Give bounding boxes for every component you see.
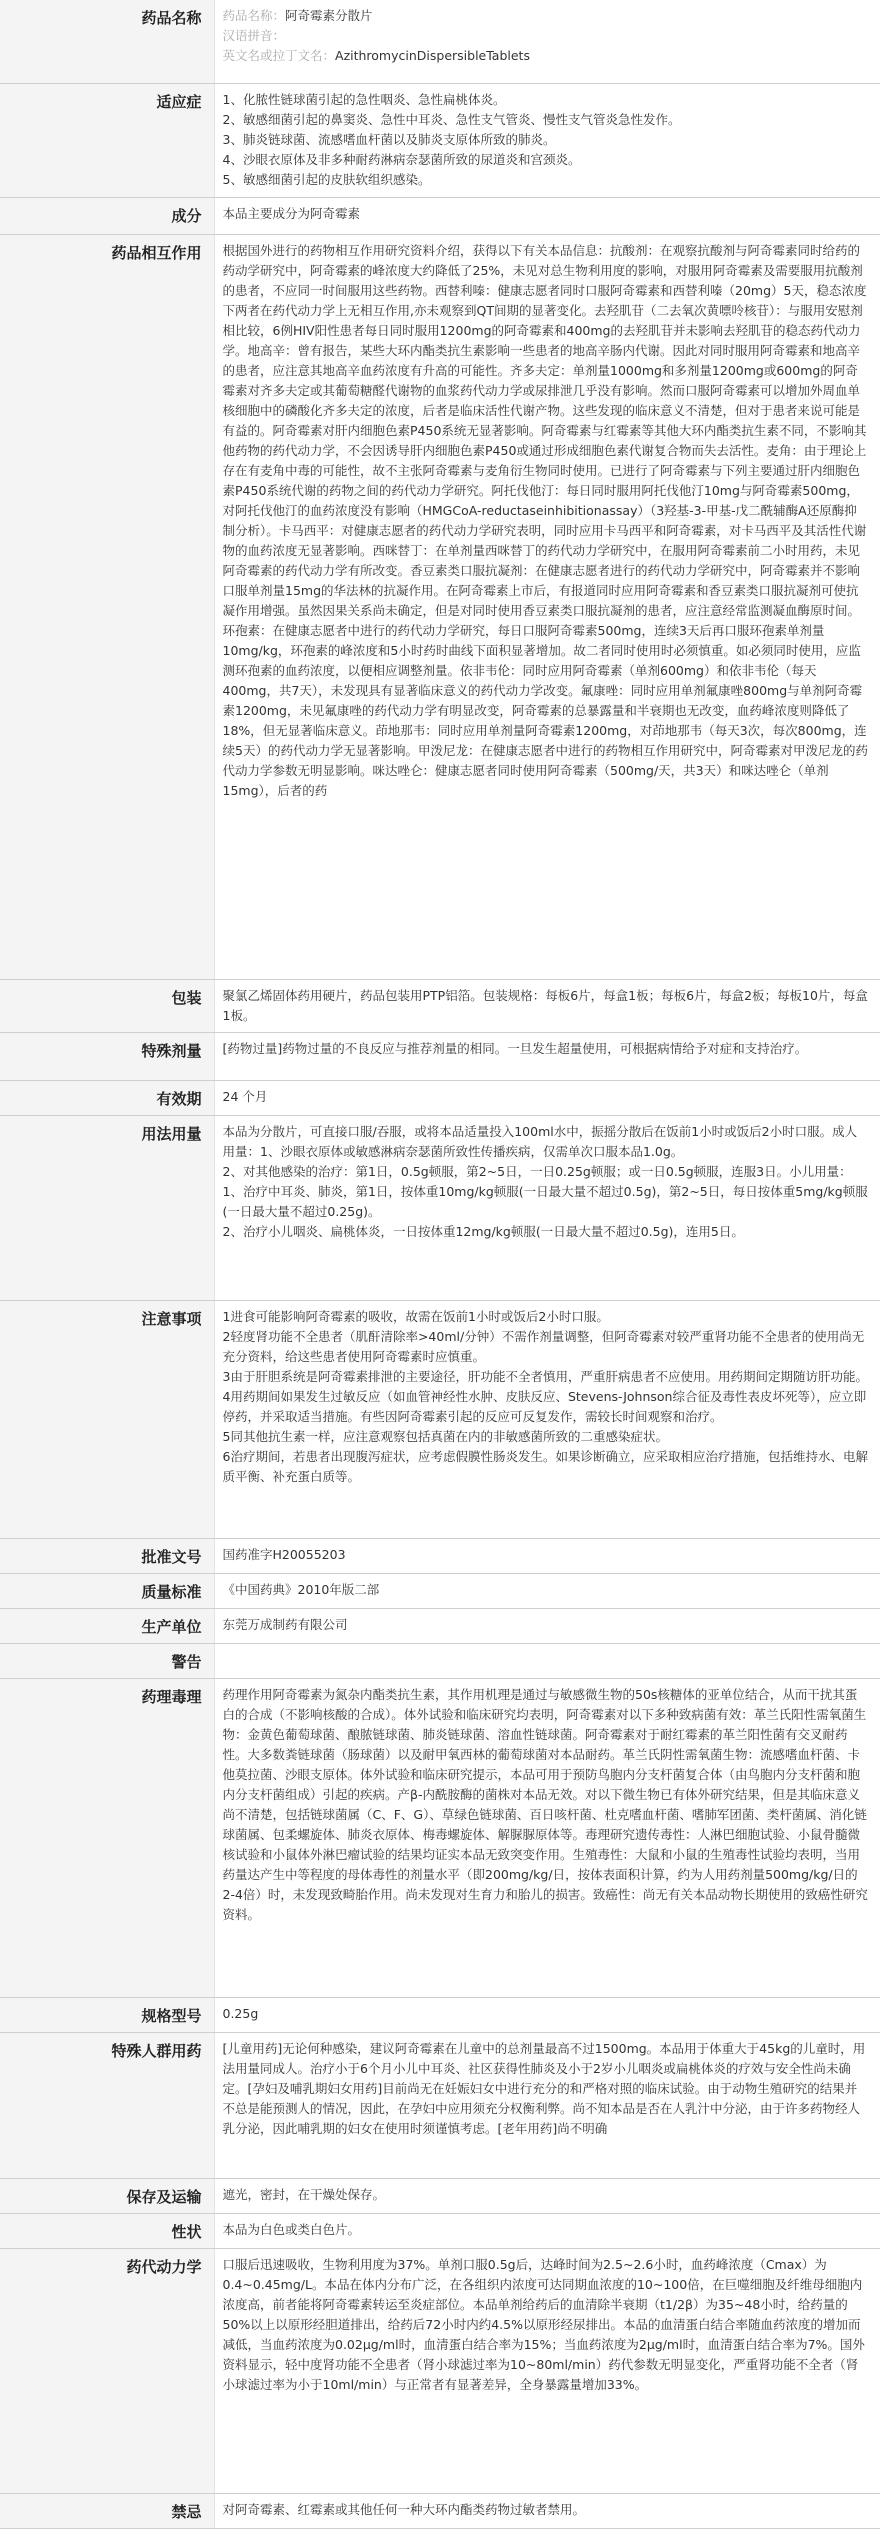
specification-cell bbox=[214, 1997, 880, 2032]
row-label: 保存及运输 bbox=[0, 2178, 214, 2213]
row-packaging bbox=[0, 979, 880, 1032]
row-warning bbox=[0, 1643, 880, 1678]
drug-name-cell bbox=[214, 0, 880, 83]
approval-number-text: 国药准字H20055203 bbox=[222, 1546, 346, 1562]
approval-number-cell bbox=[214, 1538, 880, 1573]
row-contraindications bbox=[0, 2493, 880, 2528]
generic-name-line: 药品名称：阿奇霉素分散片 bbox=[222, 8, 373, 23]
row-approval-number bbox=[0, 1538, 880, 1573]
row-label: 生产单位 bbox=[0, 1608, 214, 1643]
row-label: 成分 bbox=[0, 197, 214, 234]
pinyin-line: 汉语拼音： bbox=[222, 28, 286, 43]
row-label: 药代动力学 bbox=[0, 2248, 214, 2493]
row-label: 药理毒理 bbox=[0, 1678, 214, 1997]
precautions-cell bbox=[214, 1300, 880, 1538]
pharmacokinetics-text: 口服后迅速吸收，生物利用度为37%。单剂口服0.5g后，达峰时间为2.5~2.6小时，血药峰浓度（Cmax）为0.4~0.45mg/L。本品在体内分布广泛，在各组织内浓度可达同期血浓度的10~100倍，在巨噬细胞及纤维母细胞内浓度高，前者能将阿奇霉素转运至炎症部位。本品单剂给药后的血清除半衰期（t1/2β）为35~48小时，给药量的50%以上以原形经胆道排出，给药后72小时内约4.5%以原形经尿排出。本品的血清蛋白结合率随血药浓度的增加而减低，当血药浓度为0.02μg/ml时，血清蛋白结合率为15%；当血药浓度为2μg/ml时，血清蛋白结合率为7%。国外资料显示，轻中度肾功能不全患者（肾小球滤过率为10~80ml/min）药代参数无明显变化，严重肾功能不全者（肾小球滤过率为小于10ml/min）与正常者有显著差异，全身暴露量增加33%。 bbox=[222, 2256, 865, 2392]
shelf-life-cell bbox=[214, 1080, 880, 1115]
pharmacology-toxicology-cell bbox=[214, 1678, 880, 1997]
indication-item: 5、敏感细菌引起的皮肤软组织感染。 bbox=[222, 171, 431, 187]
contraindications-text: 对阿奇霉素、红霉素或其他任何一种大环内酯类药物过敏者禁用。 bbox=[222, 2501, 586, 2517]
row-label: 适应症 bbox=[0, 83, 214, 197]
row-ingredients bbox=[0, 197, 880, 234]
appearance-text: 本品为白色或类白色片。 bbox=[222, 2221, 361, 2237]
special-populations-cell bbox=[214, 2032, 880, 2178]
row-label: 特殊剂量 bbox=[0, 1032, 214, 1080]
indication-item: 4、沙眼衣原体及非多种耐药淋病奈瑟菌所致的尿道炎和宫颈炎。 bbox=[222, 151, 581, 167]
contraindications-cell bbox=[214, 2493, 880, 2528]
quality-standard-cell bbox=[214, 1573, 880, 1608]
row-special-populations bbox=[0, 2032, 880, 2178]
row-label: 药品名称 bbox=[0, 0, 214, 83]
overdose-text: [药物过量]药物过量的不良反应与推荐剂量的相同。一旦发生超量使用，可根据病情给予对症和支持治疗。 bbox=[222, 1040, 808, 1056]
row-label: 批准文号 bbox=[0, 1538, 214, 1573]
row-precautions bbox=[0, 1300, 880, 1538]
storage-cell bbox=[214, 2178, 880, 2213]
drug-interactions-text: 根据国外进行的药物相互作用研究资料介绍，获得以下有关本品信息：抗酸剂：在观察抗酸剂与阿奇霉素同时给药的药动学研究中，阿奇霉素的峰浓度大约降低了25%，未见对总生物利用度的影响，对服用阿奇霉素及需要服用抗酸剂的患者，不应同一时间服用这些药物。西替利嗪：健康志愿者同时口服阿奇霉素和西替利嗪（20mg）5天，稳态浓度下两者在药代动力学上无相互作用,亦未观察到QT间期的显著变化。去羟肌苷（二去氧次黄嘌呤核苷）：与服用安慰剂相比较，6例HIV阳性患者每日同时服用1200mg的阿奇霉素和400mg的去羟肌苷并未影响去羟肌苷的稳态药代动力学。地高辛：曾有报告，某些大环内酯类抗生素影响一些患者的地高辛肠内代谢。因此对同时服用阿奇霉素和地高辛的患者，应注意其地高辛血药浓度有升高的可能性。齐多夫定：单剂量1000mg和多剂量1200mg或600mg的阿奇霉素对齐多夫定或其葡萄糖醛代谢物的血浆药代动力学或尿排泄几乎没有影响。然而口服阿奇霉素可以增加外周血单核细胞中的磷酸化齐多夫定的浓度，后者是临床活性代谢产物。这些发现的临床意义不清楚，但对于患者来说可能是有益的。阿奇霉素对肝内细胞色素P450系统无显著影响。阿奇霉素与红霉素等其他大环内酯类抗生素不同，不影响其他药物的药代动力学，不会因诱导肝内细胞色素P450或通过形成细胞色素代谢复合物而失去活性。麦角：由于理论上存在有麦角中毒的可能性，故不主张阿奇霉素与麦角衍生物同时使用。已进行了阿奇霉素与下列主要通过肝内细胞色素P450系统代谢的药物之间的药代动力学研究。阿托伐他汀：每日同时服用阿托伐他汀10mg与阿奇霉素500mg，对阿托伐他汀的血药浓度没有影响（HMGCoA-reductaseinhibitionassay）（3羟基-3-甲基-戊二酰辅酶A还原酶抑制分析）。卡马西平：对健康志愿者的药代动力学研究表明，同时应用卡马西平和阿奇霉素，对卡马西平及其活性代谢物的血药浓度无显著影响。西咪替丁：在单剂量西咪替丁的药代动力学研究中，在服用阿奇霉素前二小时用药，未见阿奇霉素的药代动力学有所改变。香豆素类口服抗凝剂：在健康志愿者进行的药代动力学研究中，阿奇霉素并不影响口服单剂量15mg的华法林的抗凝作用。在阿奇霉素上市后，有报道同时应用阿奇霉素和香豆素类口服抗凝剂可使抗凝作用增强。虽然因果关系尚未确定，但是对同时使用香豆素类口服抗凝剂的患者，应注意经常监测凝血酶原时间。环孢素：在健康志愿者中进行的药代动力学研究，每日口服阿奇霉素500mg，连续3天后再口服环孢素单剂量10mg/kg，环孢素的峰浓度和5小时药时曲线下面积显著增加。故二者同时使用时必须慎重。如必须同时使用，应监测环孢素的血药浓度，以便相应调整剂量。依非韦伦：同时应用阿奇霉素（单剂600mg）和依非韦伦（每天400mg，共7天），未发现具有显著临床意义的药代动力学改变。氟康唑：同时应用单剂氟康唑800mg与单剂阿奇霉素1200mg，未见氟康唑的药代动力学有明显改变，阿奇霉素的总暴露量和半衰期也无改变，血药峰浓度则降低了18%，但无显著临床意义。茚地那韦：同时应用单剂量阿奇霉素1200mg，对茚地那韦（每天3次，每次800mg，连续5天）的药代动力学无显著影响。甲泼尼龙：在健康志愿者中进行的药物相互作用研究中，阿奇霉素对甲泼尼龙的药代动力学参数无明显影响。咪达唑仑：健康志愿者同时使用阿奇霉素（500mg/天，共3天）和咪达唑仑（单剂15mg），后者的药 bbox=[222, 242, 868, 798]
row-label: 有效期 bbox=[0, 1080, 214, 1115]
row-label: 包装 bbox=[0, 979, 214, 1032]
appearance-cell bbox=[214, 2213, 880, 2248]
dosage-cell bbox=[214, 1115, 880, 1300]
special-populations-text: [儿童用药]无论何种感染，建议阿奇霉素在儿童中的总剂量最高不过1500mg。本品用于体重大于45kg的儿童时，用法用量同成人。治疗小于6个月小儿中耳炎、社区获得性肺炎及小于2岁小儿咽炎或扁桃体炎的疗效与安全性尚未确定。[孕妇及哺乳期妇女用药]目前尚无在妊娠妇女中进行充分的和严格对照的临床试验。由于动物生殖研究的结果并不总是能预测人的情况，因此，在孕妇中应用须充分权衡利弊。尚不知本品是否在人乳汁中分泌，由于许多药物经人乳分泌，因此哺乳期的妇女在使用时须谨慎考虑。[老年用药]尚不明确 bbox=[222, 2040, 866, 2136]
manufacturer-text: 东莞万成制药有限公司 bbox=[222, 1616, 348, 1632]
row-overdose bbox=[0, 1032, 880, 1080]
indication-item: 2、敏感细菌引起的鼻窦炎、急性中耳炎、急性支气管炎、慢性支气管炎急性发作。 bbox=[222, 111, 681, 127]
row-label: 性状 bbox=[0, 2213, 214, 2248]
storage-text: 遮光，密封，在干燥处保存。 bbox=[222, 2186, 386, 2202]
warning-cell bbox=[214, 1643, 880, 1678]
pharmacokinetics-cell bbox=[214, 2248, 880, 2493]
packaging-cell bbox=[214, 979, 880, 1032]
row-storage bbox=[0, 2178, 880, 2213]
row-indications bbox=[0, 83, 880, 197]
row-label: 特殊人群用药 bbox=[0, 2032, 214, 2178]
row-specification bbox=[0, 1997, 880, 2032]
row-label: 药品相互作用 bbox=[0, 234, 214, 979]
row-shelf-life bbox=[0, 1080, 880, 1115]
shelf-life-text: 24 个月 bbox=[222, 1088, 268, 1104]
row-quality-standard bbox=[0, 1573, 880, 1608]
specification-text: 0.25g bbox=[222, 2005, 259, 2021]
row-appearance bbox=[0, 2213, 880, 2248]
pharmacology-toxicology-text: 药理作用阿奇霉素为氮杂内酯类抗生素，其作用机理是通过与敏感微生物的50s核糖体的亚单位结合，从而干扰其蛋白的合成（不影响核酸的合成）。体外试验和临床研究均表明，阿奇霉素对以下多种致病菌有效：革兰氏阳性需氧菌生物：金黄色葡萄球菌、酿脓链球菌、肺炎链球菌、溶血性链球菌。阿奇霉素对于耐红霉素的革兰阳性菌有交叉耐药性。大多数粪链球菌（肠球菌）以及耐甲氧西林的葡萄球菌对本品耐药。革兰氏阴性需氧菌生物：流感嗜血杆菌、卡他莫拉菌、沙眼支原体。体外试验和临床研究提示，本品可用于预防鸟胞内分支杆菌复合体（由鸟胞内分支杆菌和胞内分支杆菌组成）引起的疾病。产β-内酰胺酶的菌株对本品无效。对以下微生物已有体外研究结果，但是其临床意义尚不清楚，包括链球菌属（C、F、G）、草绿色链球菌、百日咳杆菌、杜克嗜血杆菌、嗜肺军团菌、类杆菌属、消化链球菌属、包柔螺旋体、肺炎衣原体、梅毒螺旋体、解脲脲原体等。毒理研究遗传毒性：人淋巴细胞试验、小鼠骨髓微核试验和小鼠体外淋巴瘤试验的结果均证实本品无致突变作用。生殖毒性：大鼠和小鼠的生殖毒性试验均表明，当用药量达产生中等程度的母体毒性的剂量水平（即200mg/kg/日，按体表面积计算，约为人用药剂量500mg/kg/日的2-4倍）时，未发现致畸胎作用。尚未发现对生育力和胎儿的损害。致癌性：尚无有关本品动物长期使用的致癌性研究资料。 bbox=[222, 1686, 868, 1922]
indication-item: 1、化脓性链球菌引起的急性咽炎、急性扁桃体炎。 bbox=[222, 91, 506, 107]
indication-item: 3、肺炎链球菌、流感嗜血杆菌以及肺炎支原体所致的肺炎。 bbox=[222, 131, 556, 147]
ingredients-text: 本品主要成分为阿奇霉素 bbox=[222, 205, 361, 221]
ingredients-cell bbox=[214, 197, 880, 234]
quality-standard-text: 《中国药典》2010年版二部 bbox=[222, 1581, 380, 1597]
dosage-text: 本品为分散片，可直接口服/吞服，或将本品适量投入100ml水中，振摇分散后在饭前1小时或饭后2小时口服。成人用量：1、沙眼衣原体或敏感淋病奈瑟菌所致性传播疾病，仅需单次口服本品1.0g。 2、对其他感染的治疗：第1日，0.5g顿服，第2~5日，一日0.25g顿服；或一日0.5g顿服，连服3日。小儿用量：1、治疗中耳炎、肺炎，第1日，按体重10mg/kg顿服(一日最大量不超过0.5g)，第2~5日，每日按体重5mg/kg顿服(一日最大量不超过0.25g)。 2、治疗小儿咽炎、扁桃体炎，一日按体重12mg/kg顿服(一日最大量不超过0.5g)，连用5日。 bbox=[222, 1123, 868, 1239]
row-drug-name bbox=[0, 0, 880, 83]
row-pharmacology-toxicology bbox=[0, 1678, 880, 1997]
precautions-text: 1进食可能影响阿奇霉素的吸收，故需在饭前1小时或饭后2小时口服。 2轻度肾功能不全患者（肌酐清除率>40ml/分钟）不需作剂量调整，但阿奇霉素对较严重肾功能不全患者的使用尚无充分资料，给这些患者使用阿奇霉素时应慎重。 3由于肝胆系统是阿奇霉素排泄的主要途径，肝功能不全者慎用，严重肝病患者不应使用。用药期间定期随访肝功能。 4用药期间如果发生过敏反应（如血管神经性水肿、皮肤反应、Stevens-Johnson综合征及毒性表皮坏死等），应立即停药，并采取适当措施。有些因阿奇霉素引起的反应可反复发作，需较长时间观察和治疗。 5同其他抗生素一样，应注意观察包括真菌在内的非敏感菌所致的二重感染症状。 6治疗期间，若患者出现腹泻症状，应考虑假膜性肠炎发生。如果诊断确立，应采取相应治疗措施，包括维持水、电解质平衡、补充蛋白质等。 bbox=[222, 1308, 868, 1484]
row-pharmacokinetics bbox=[0, 2248, 880, 2493]
row-manufacturer bbox=[0, 1608, 880, 1643]
row-label: 质量标准 bbox=[0, 1573, 214, 1608]
english-name-line: 英文名或拉丁文名：AzithromycinDispersibleTablets bbox=[222, 48, 530, 63]
row-label: 禁忌 bbox=[0, 2493, 214, 2528]
overdose-cell bbox=[214, 1032, 880, 1080]
indications-cell bbox=[214, 83, 880, 197]
row-drug-interactions bbox=[0, 234, 880, 979]
row-label: 警告 bbox=[0, 1643, 214, 1678]
row-dosage bbox=[0, 1115, 880, 1300]
packaging-text: 聚氯乙烯固体药用硬片，药品包装用PTP铝箔。包装规格：每板6片，每盒1板；每板6片，每盒2板；每板10片，每盒1板。 bbox=[222, 987, 868, 1023]
drug-interactions-cell bbox=[214, 234, 880, 979]
row-label: 用法用量 bbox=[0, 1115, 214, 1300]
manufacturer-cell bbox=[214, 1608, 880, 1643]
row-label: 规格型号 bbox=[0, 1997, 214, 2032]
row-label: 注意事项 bbox=[0, 1300, 214, 1538]
